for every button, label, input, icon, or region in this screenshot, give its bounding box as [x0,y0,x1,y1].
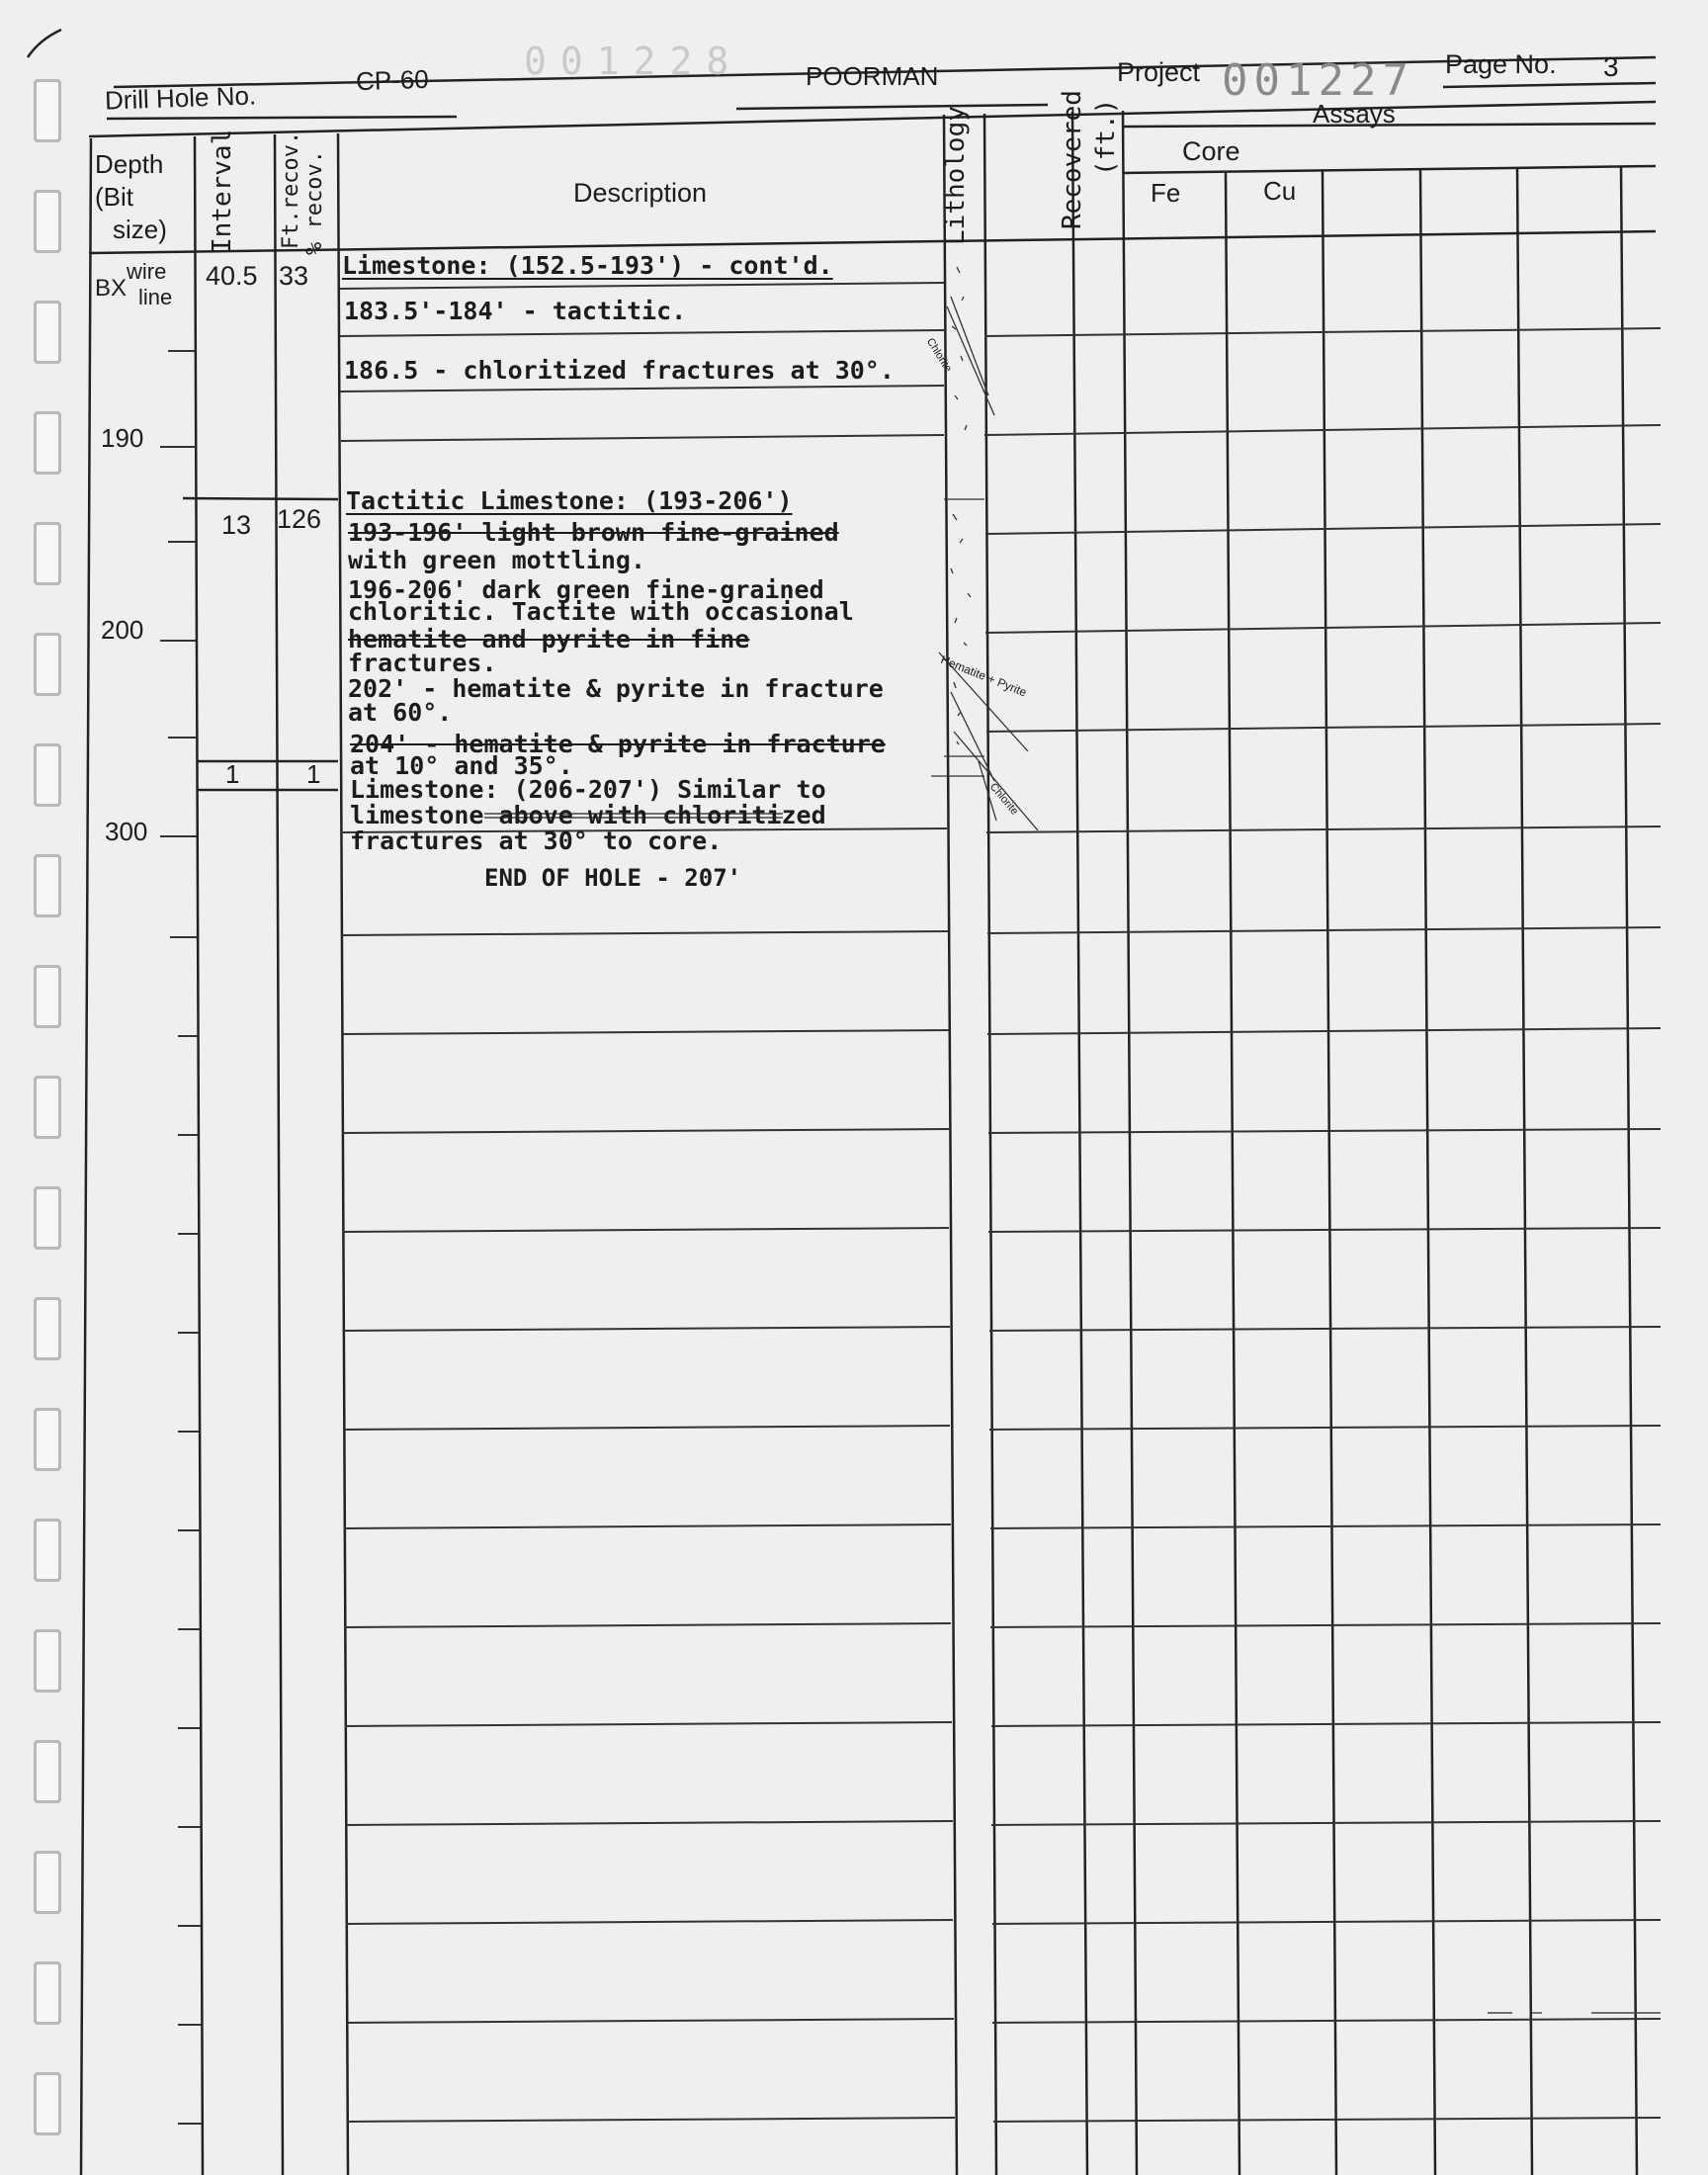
description-line: Tactitic Limestone: (193-206') [346,486,793,515]
fe-header: Fe [1151,178,1181,208]
drill-hole-label: Drill Hole No. [104,80,257,116]
interval-value: 40.5 [206,261,258,291]
col-line [195,136,203,2175]
col-line [984,114,996,2175]
col-line [1517,168,1532,2175]
col-line [1323,171,1336,2175]
description-header: Description [573,178,708,208]
description-line: at 10° and 35°. [350,751,573,780]
description-line: with green mottling. [348,546,646,574]
description-line: fractures. [348,649,497,677]
description-line: at 60°. [348,698,453,727]
core-rule [1123,166,1656,173]
description-line: Limestone: (206-207') Similar to [350,775,826,804]
property-underline [736,105,1048,109]
end-of-hole: END OF HOLE - 207' [484,864,742,892]
description-line: 202' - hematite & pyrite in fracture [348,674,884,703]
description-line: fractures at 30° to core. [350,826,723,855]
assays-header: Assays [1313,99,1396,129]
col-line [275,134,283,2175]
recovered-header: Recovered [1058,90,1087,229]
project-label: Project [1117,57,1201,87]
col-line [338,133,348,2175]
depth-header: Depth (Bit size) [95,149,167,244]
recov-value: 126 [277,504,322,534]
depth-mark: 190 [101,423,144,453]
pct-recov-header: % recov. [302,150,327,255]
bit-size-line: line [138,285,173,309]
col-line [1420,170,1435,2175]
description-line: 196-206' dark green fine-grained [348,575,824,604]
description-line: 183.5'-184' - tactitic. [344,297,687,325]
core-header: Core [1182,136,1240,166]
corner-mark [28,30,61,57]
description-line: hematite and pyrite in fine [348,625,750,653]
depth-mark: 300 [105,817,148,846]
lithology-header: Lithology [941,106,971,245]
ft-recov-header: Ft.recov. [279,130,303,249]
litho-note: Chlorite [923,336,955,375]
litho-note: Hematite + Pyrite [938,652,1029,700]
description-line: limestone above with chloritized [350,801,826,829]
interval-header: Interval [208,129,237,253]
project-number: 001227 [1222,55,1414,106]
col-line [944,115,957,2175]
interval-value: 1 [225,759,240,789]
description-line: chloritic. Tactite with occasional [348,597,854,626]
header-page-rule [1443,83,1656,87]
col-line [81,138,91,2175]
litho-fracture-line [947,306,994,415]
depth-mark: 200 [101,615,144,645]
drill-hole-value: CP-60 [355,63,430,97]
col-line [1072,112,1087,2175]
bit-size-bx: BX [95,275,128,302]
page-number: 3 [1603,51,1619,82]
faint-stamp: 001228 [524,40,743,83]
col-line [1123,111,1137,2175]
description-line: 204' - hematite & pyrite in fracture [350,730,886,758]
description-line: 193-196' light brown fine-grained [348,518,839,547]
recov-value: 1 [306,759,321,789]
interval-value: 13 [221,510,252,540]
page-label: Page No. [1445,49,1557,79]
description-line: Limestone: (152.5-193') - cont'd. [342,251,833,280]
description-line: 186.5 - chloritized fractures at 30°. [344,356,895,385]
cu-header: Cu [1263,176,1297,206]
recov-value: 33 [279,261,309,291]
litho-note: Chlorite [986,781,1021,818]
bit-size-wire: wire [127,259,167,284]
recovered-unit: (ft.) [1091,98,1121,176]
col-line [1226,173,1239,2175]
property-name: POORMAN [806,61,939,91]
interval-rule [183,498,338,499]
col-line [1621,166,1637,2175]
